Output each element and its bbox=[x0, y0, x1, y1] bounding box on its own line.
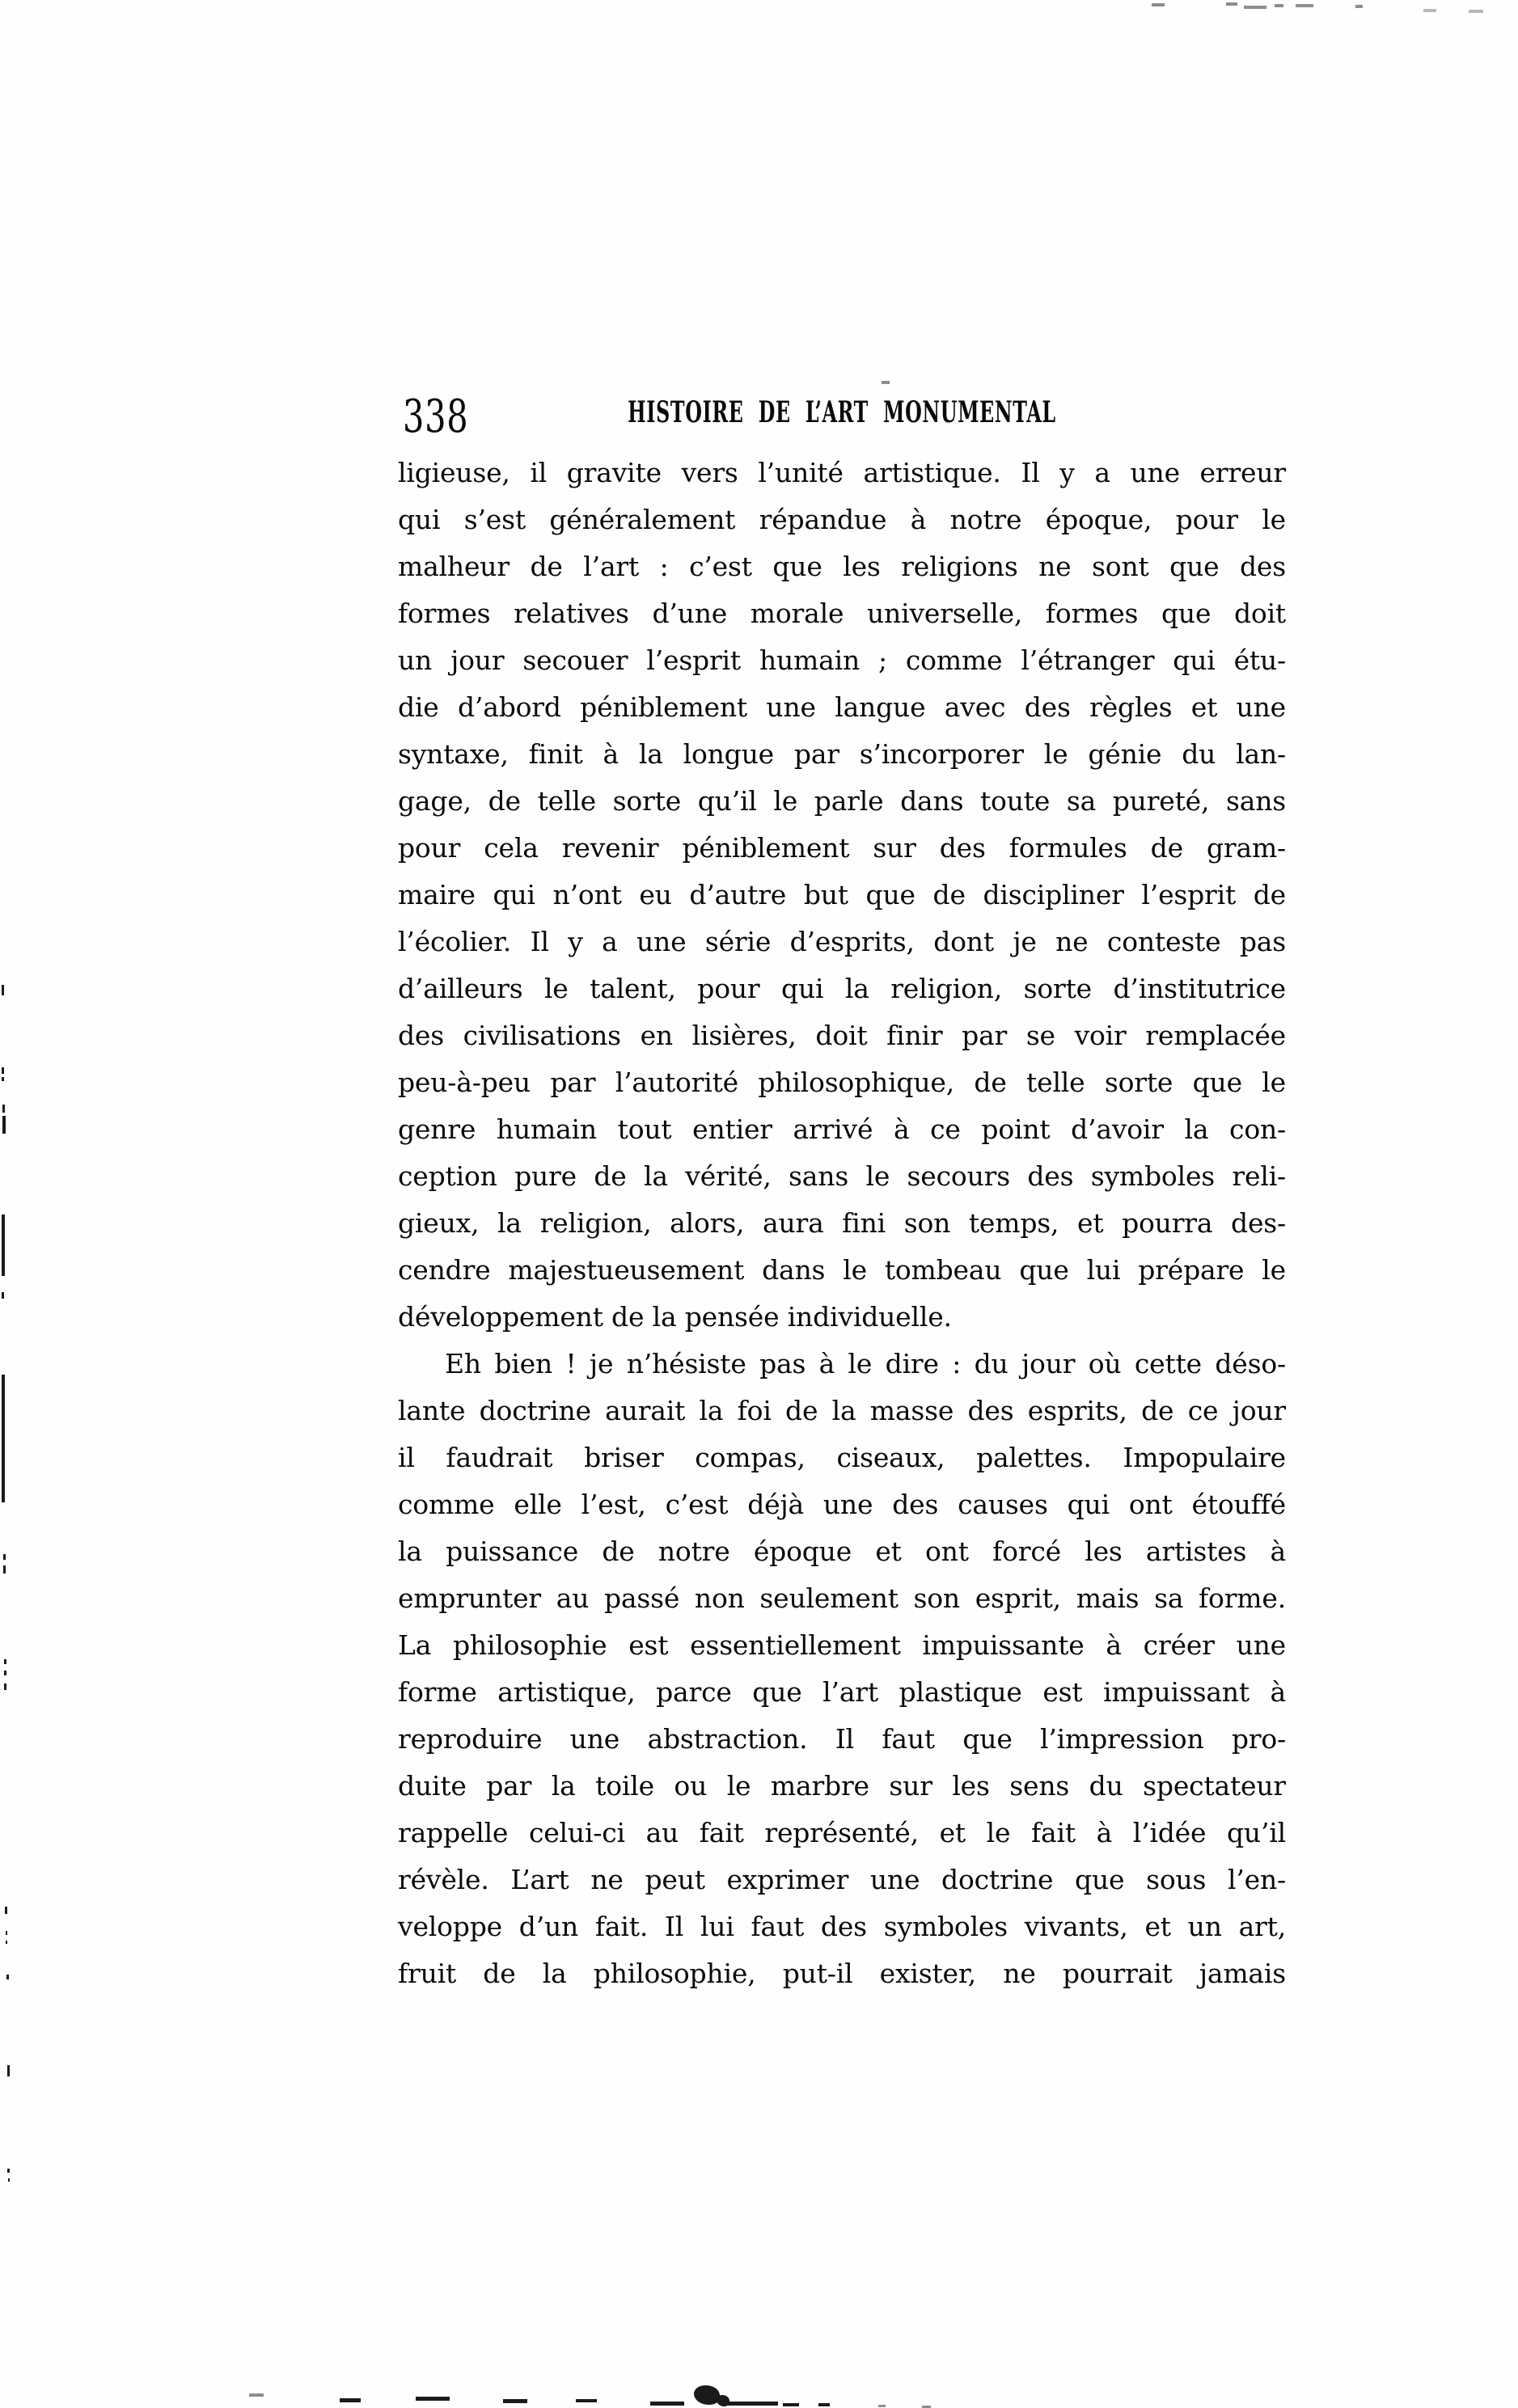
scan-artifact bbox=[416, 2397, 450, 2401]
paragraph-2 bbox=[398, 1341, 1286, 1997]
scan-artifact bbox=[2, 1077, 4, 1081]
scan-artifact bbox=[340, 2398, 361, 2402]
scan-artifact bbox=[818, 2403, 830, 2406]
scan-artifact bbox=[1226, 2, 1237, 6]
scan-artifact bbox=[2, 1116, 6, 1134]
text-line: d’ailleurs le talent, pour qui la religion, sorte d’institutrice bbox=[398, 973, 1286, 1004]
scan-artifact bbox=[7, 2065, 10, 2076]
scan-artifact bbox=[6, 1975, 9, 1979]
page-number: 338 bbox=[403, 391, 469, 443]
scan-artifact bbox=[1275, 4, 1283, 7]
text-line: il faudrait briser compas, ciseaux, palettes. Impopulaire bbox=[398, 1442, 1286, 1473]
scan-artifact bbox=[249, 2393, 264, 2397]
text-line: duite par la toile ou le marbre sur les sens du spectateur bbox=[398, 1770, 1286, 1802]
text-line: comme elle l’est, c’est déjà une des causes qui ont étouffé bbox=[398, 1489, 1286, 1520]
text-line: développement de la pensée individuelle. bbox=[398, 1301, 952, 1333]
text-line: maire qui n’ont eu d’autre but que de discipliner l’esprit de bbox=[398, 879, 1286, 910]
scan-artifact bbox=[650, 2402, 684, 2406]
scan-artifact bbox=[5, 1907, 7, 1914]
text-line: lante doctrine aurait la foi de la masse des esprits, de ce jour bbox=[398, 1395, 1286, 1426]
text-line: un jour secouer l’esprit humain ; comme l’étranger qui étu- bbox=[398, 644, 1286, 676]
scan-artifact bbox=[1296, 4, 1313, 7]
scan-artifact bbox=[7, 2169, 10, 2173]
scan-artifact bbox=[4, 1659, 6, 1664]
text-line: die d’abord péniblement une langue avec des règles et une bbox=[398, 691, 1286, 723]
scan-artifact bbox=[6, 1931, 7, 1935]
scan-artifact bbox=[576, 2399, 597, 2402]
text-line: genre humain tout entier arrivé à ce point d’avoir la con- bbox=[398, 1113, 1286, 1145]
scan-artifact bbox=[2, 1067, 4, 1074]
scan-artifact bbox=[2, 1215, 5, 1276]
scan-artifact bbox=[2, 1105, 5, 1113]
scan-artifact bbox=[783, 2403, 799, 2406]
text-line: emprunter au passé non seulement son esprit, mais sa forme. bbox=[398, 1582, 1286, 1614]
text-line: ception pure de la vérité, sans le secours des symboles reli- bbox=[398, 1160, 1286, 1192]
scan-artifact bbox=[878, 2405, 886, 2407]
text-block bbox=[398, 450, 1286, 1997]
text-line: veloppe d’un fait. Il lui faut des symboles vivants, et un art, bbox=[398, 1911, 1286, 1942]
scan-artifact bbox=[1152, 3, 1165, 6]
text-line: gieux, la religion, alors, aura fini son temps, et pourra des- bbox=[398, 1207, 1286, 1239]
text-line: fruit de la philosophie, put-il exister, ne pourrait jamais bbox=[398, 1958, 1286, 1989]
text-line: forme artistique, parce que l’art plastique est impuissant à bbox=[398, 1676, 1286, 1708]
scan-artifact bbox=[1469, 10, 1483, 13]
scan-artifact bbox=[6, 1941, 7, 1944]
scan-artifact bbox=[3, 1554, 6, 1560]
scan-artifact bbox=[728, 2402, 778, 2406]
text-line: ligieuse, il gravite vers l’unité artistique. Il y a une erreur bbox=[398, 457, 1286, 488]
scan-artifact bbox=[8, 2178, 10, 2182]
text-line: gage, de telle sorte qu’il le parle dans toute sa pureté, sans bbox=[398, 785, 1286, 817]
scan-artifact bbox=[4, 1671, 6, 1675]
text-line: Eh bien ! je n’hésiste pas à le dire : du jour où cette déso- bbox=[445, 1348, 1286, 1379]
text-line: la puissance de notre époque et ont forcé les artistes à bbox=[398, 1536, 1286, 1567]
scan-artifact bbox=[2, 985, 4, 995]
text-line: malheur de l’art : c’est que les religions ne sont que des bbox=[398, 551, 1286, 582]
text-line: formes relatives d’une morale universelle, formes que doit bbox=[398, 598, 1286, 629]
text-line: rappelle celui-ci au fait représenté, et le fait à l’idée qu’il bbox=[398, 1817, 1286, 1848]
text-line: reproduire une abstraction. Il faut que l’impression pro- bbox=[398, 1723, 1286, 1755]
text-line: l’écolier. Il y a une série d’esprits, dont je ne conteste pas bbox=[398, 926, 1286, 957]
running-header bbox=[398, 393, 1286, 445]
scan-artifact bbox=[3, 1565, 6, 1574]
text-line: révèle. L’art ne peut exprimer une doctrine que sous l’en- bbox=[398, 1864, 1286, 1895]
scan-artifact bbox=[503, 2399, 527, 2403]
scan-artifact bbox=[1355, 5, 1363, 8]
text-line: qui s’est généralement répandue à notre époque, pour le bbox=[398, 504, 1286, 535]
scan-artifact bbox=[2, 1292, 4, 1299]
text-line: syntaxe, finit à la longue par s’incorporer le génie du lan- bbox=[398, 738, 1286, 770]
scan-artifact bbox=[882, 381, 890, 384]
text-line: pour cela revenir péniblement sur des formules de gram- bbox=[398, 832, 1286, 864]
scan-artifact bbox=[4, 1683, 6, 1690]
scan-artifact bbox=[694, 2385, 720, 2405]
scan-artifact bbox=[1244, 6, 1266, 9]
text-line: peu-à-peu par l’autorité philosophique, de telle sorte que le bbox=[398, 1067, 1286, 1098]
scan-artifact bbox=[2, 1375, 5, 1502]
text-line: cendre majestueusement dans le tombeau que lui prépare le bbox=[398, 1254, 1286, 1286]
text-line: des civilisations en lisières, doit finir par se voir remplacée bbox=[398, 1020, 1286, 1051]
running-title: HISTOIRE DE L’ART MONUMENTAL bbox=[628, 395, 1056, 429]
scan-artifact bbox=[1423, 9, 1436, 12]
paragraph-1 bbox=[398, 450, 1286, 1341]
text-line: La philosophie est essentiellement impuissante à créer une bbox=[398, 1629, 1286, 1661]
